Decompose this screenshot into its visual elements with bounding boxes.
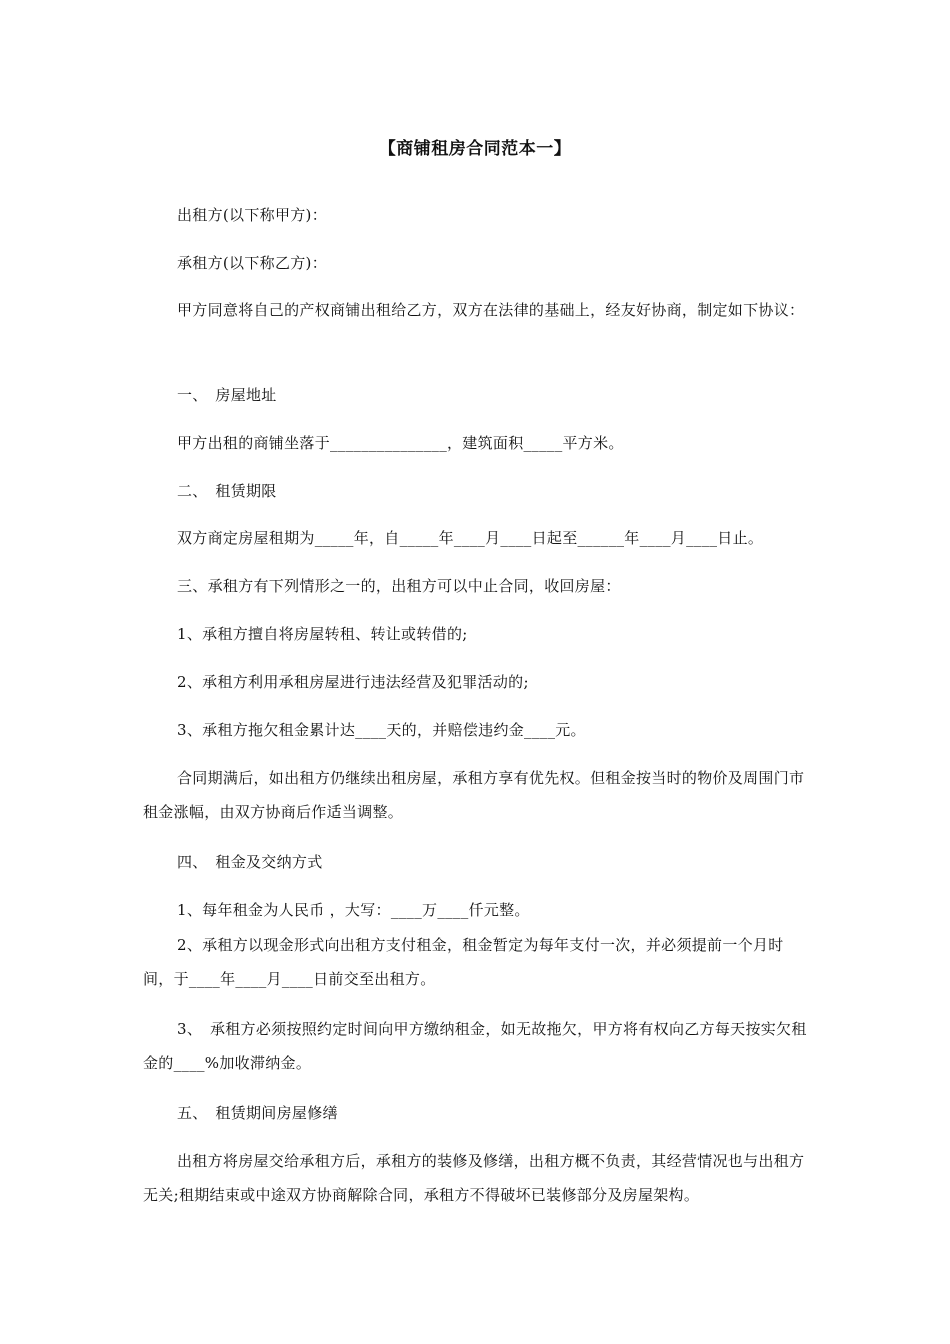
lessee-line: 承租方(以下称乙方)： — [177, 254, 328, 272]
section-heading-rent: 四、 租金及交纳方式 — [177, 853, 323, 871]
termination-intro: 三、承租方有下列情形之一的，出租方可以中止合同，收回房屋： — [177, 577, 621, 595]
rent-item-1: 1、每年租金为人民币 ，大写：____万____仟元整。 — [177, 901, 530, 919]
intro-paragraph: 甲方同意将自己的产权商铺出租给乙方，双方在法律的基础上，经友好协商，制定如下协议： — [177, 301, 805, 319]
termination-item-1: 1、承租方擅自将房屋转租、转让或转借的; — [177, 625, 468, 643]
address-paragraph: 甲方出租的商铺坐落于_______________，建筑面积_____平方米。 — [177, 434, 624, 452]
repair-paragraph: 出租方将房屋交给承租方后，承租方的装修及修缮，出租方概不负责，其经营情况也与出租方无关;租期结束或中途双方协商解除合同，承租方不得破坏已装修部分及房屋架构。 — [143, 1152, 805, 1204]
section-heading-repair: 五、 租赁期间房屋修缮 — [177, 1104, 338, 1122]
renewal-paragraph: 合同期满后，如出租方仍继续出租房屋，承租方享有优先权。但租金按当时的物价及周围门市租金涨幅，由双方协商后作适当调整。 — [143, 769, 805, 821]
lessor-line: 出租方(以下称甲方)： — [177, 206, 328, 224]
document-title: 【商铺租房合同范本一】 — [378, 139, 572, 159]
termination-item-3: 3、承租方拖欠租金累计达____天的，并赔偿违约金____元。 — [177, 721, 586, 739]
termination-item-2: 2、承租方利用承租房屋进行违法经营及犯罪活动的; — [177, 673, 529, 691]
term-paragraph: 双方商定房屋租期为_____年，自_____年____月____日起至______年____月____日止。 — [177, 529, 764, 547]
rent-item-3: 3、 承租方必须按照约定时间向甲方缴纳租金，如无故拖欠，甲方将有权向乙方每天按实欠租金的____%加收滞纳金。 — [143, 1020, 807, 1072]
section-heading-address: 一、 房屋地址 — [177, 386, 277, 404]
section-heading-term: 二、 租赁期限 — [177, 482, 277, 500]
rent-item-2: 2、承租方以现金形式向出租方支付租金，租金暂定为每年支付一次，并必须提前一个月时间，于____年____月____日前交至出租方。 — [143, 936, 784, 988]
